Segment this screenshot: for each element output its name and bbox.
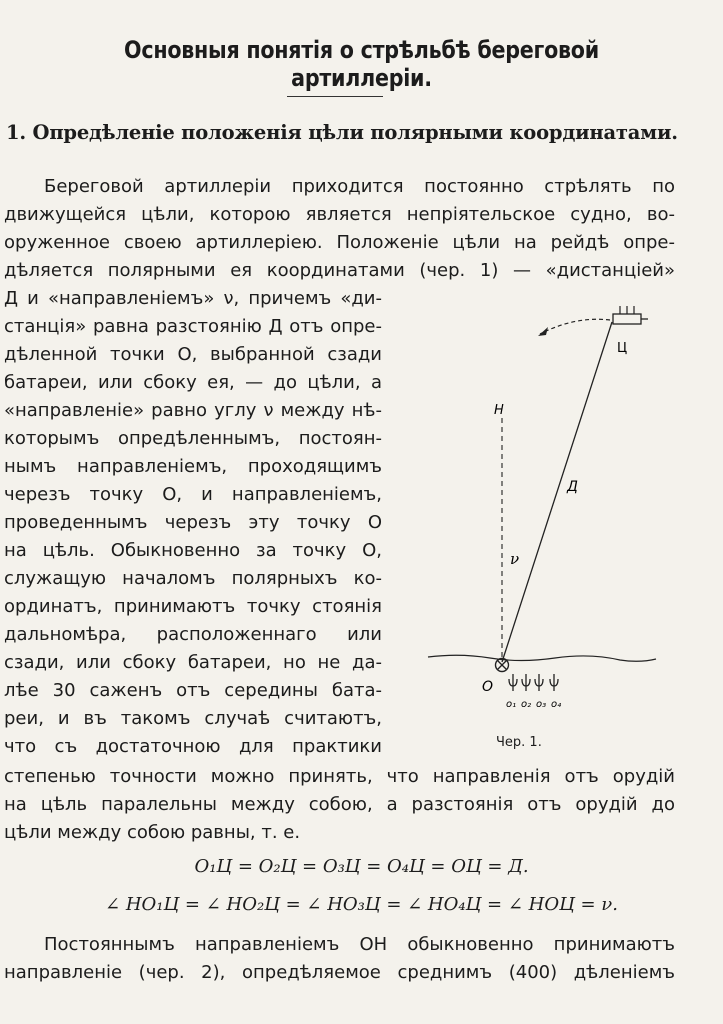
text-line: дѣленной точки О, выбранной сзади (4, 344, 382, 365)
section-title: 1. Опредѣленіе положенія цѣли полярными координатами. (6, 121, 678, 144)
figure-caption: Чер. 1. (496, 735, 542, 750)
arrow-head-icon (538, 327, 548, 336)
ship-icon (613, 306, 648, 324)
distance-line (502, 322, 612, 662)
label-north: Н (494, 403, 504, 418)
text-line: батареи, или сбоку ея, — до цѣли, а (4, 372, 382, 393)
text-line: на цѣль паралельны между собою, а разстоянія отъ орудій до (4, 794, 675, 815)
text-line: дальномѣра, расположеннаго или (4, 624, 382, 645)
text-line: что съ достаточною для практики (4, 736, 382, 757)
label-gun-2: о₂ (521, 699, 532, 710)
label-gun-4: о₄ (551, 699, 562, 710)
text-line: Постояннымъ направленіемъ ОН обыкновенно принимаютъ (44, 934, 675, 955)
label-gun-3: о₃ (536, 699, 547, 710)
target-path-arrow (540, 319, 610, 334)
text-line: степенью точности можно принять, что направленія отъ орудій (4, 766, 675, 787)
text-line: проведеннымъ черезъ эту точку О (4, 512, 382, 533)
label-target: Ц (617, 341, 628, 356)
text-line: на цѣль. Обыкновенно за точку О, (4, 540, 382, 561)
formula-distances: О₁Ц = О₂Ц = О₃Ц = О₄Ц = ОЦ = Д. (194, 856, 529, 877)
label-origin: О (482, 679, 494, 695)
text-line: «направленіе» равно углу ν между нѣ- (4, 400, 382, 421)
label-angle: ν (510, 550, 520, 568)
label-gun-1: о₁ (506, 699, 517, 710)
text-line: которымъ опредѣленнымъ, постоян- (4, 428, 382, 449)
text-line: ординатъ, принимаютъ точку стоянія (4, 596, 382, 617)
text-line: сзади, или сбоку батареи, но не да- (4, 652, 382, 673)
text-line: Береговой артиллеріи приходится постоянно стрѣлять по (44, 176, 675, 197)
text-line: нымъ направленіемъ, проходящимъ (4, 456, 382, 477)
label-distance: Д (567, 479, 578, 495)
text-line: цѣли между собою равны, т. е. (4, 822, 301, 843)
text-line: дѣляется полярными ея координатами (чер. 1) — «дистанціей» (4, 260, 675, 281)
text-line: оруженное своею артиллеріею. Положеніе цѣли на рейдѣ опре- (4, 232, 675, 253)
page-title: Основныя понятія о стрѣльбѣ береговой артиллеріи. (124, 36, 599, 92)
guns-battery-icon (509, 674, 558, 691)
text-line: черезъ точку О, и направленіемъ, (4, 484, 382, 505)
figure-1-diagram (420, 296, 670, 726)
shoreline (428, 655, 656, 661)
text-line: направленіе (чер. 2), опредѣляемое среднимъ (400) дѣленіемъ (4, 962, 675, 983)
text-line: служащую началомъ полярныхъ ко- (4, 568, 382, 589)
text-line: станція» равна разстоянію Д отъ опре- (4, 316, 382, 337)
text-line: реи, и въ такомъ случаѣ считаютъ, (4, 708, 382, 729)
title-divider (287, 96, 383, 97)
text-line: лѣе 30 саженъ отъ середины бата- (4, 680, 382, 701)
text-line: движущейся цѣли, которою является непріятельское судно, во- (4, 204, 675, 225)
formula-angles: ∠ НО₁Ц = ∠ НО₂Ц = ∠ НО₃Ц = ∠ НО₄Ц = ∠ НОЦ = ν. (105, 894, 618, 915)
text-line: Д и «направленіемъ» ν, причемъ «ди- (4, 288, 382, 309)
